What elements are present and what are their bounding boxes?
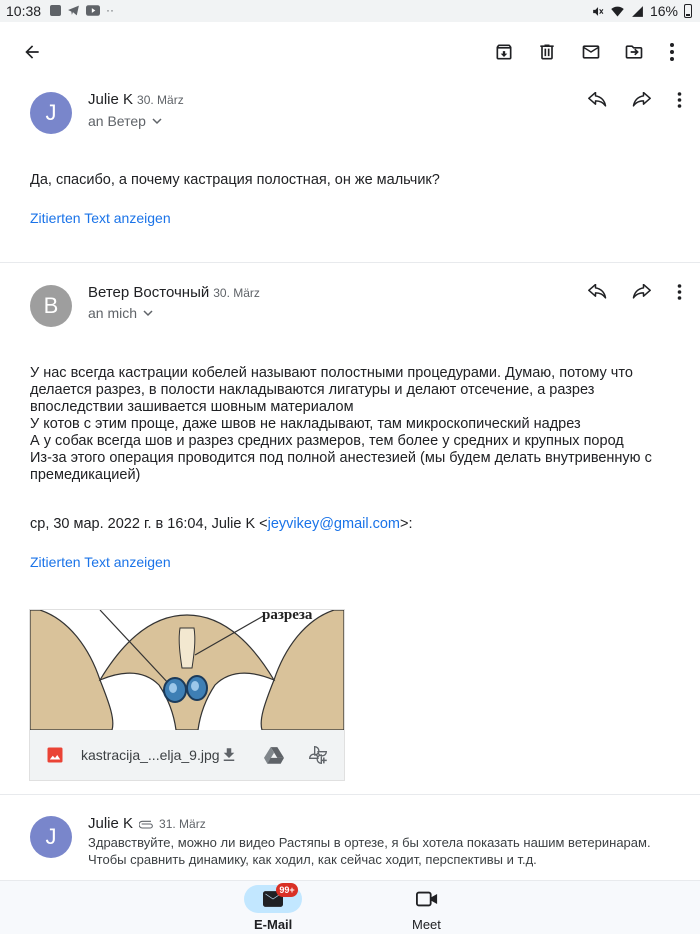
battery-text: 16% [649,3,678,19]
quote-header-suffix: >: [400,516,413,532]
attachment-preview-image [30,610,344,730]
video-camera-icon [416,891,438,907]
signal-icon [631,5,644,18]
sender-name: Julie K [88,91,134,108]
bottom-navigation [0,880,700,934]
body-line: У котов с этим проще, даже швов не накладывают, там микроскопический надрез [30,416,581,432]
attachment-card[interactable] [29,609,345,781]
message-date: 30. März [137,93,184,107]
message-date: 30. März [213,286,260,300]
status-time: 10:38 [6,3,42,19]
save-to-drive-button[interactable] [261,743,287,767]
notification-icon [50,5,61,16]
add-to-photos-button[interactable] [305,743,331,767]
nav-meet-label: Meet [412,917,441,932]
body-line: У нас всегда кастрации кобелей называют полостными процедурами. Думаю, потому что делается разрез, в полости накладываются лигатуры и делают отсечение, а разрез впоследствии зашивается шовным материалом [30,365,633,415]
more-vert-icon [677,92,682,108]
divider [0,794,700,795]
sender-row [88,284,260,301]
status-bar [0,0,700,22]
mark-unread-icon [580,42,602,62]
avatar[interactable] [30,285,72,327]
attachment-filename: kastracija_...elja_9.jpg [81,747,220,763]
quote-email-link[interactable]: jeyvikey@gmail.com [267,516,401,532]
top-toolbar [0,22,700,80]
reply-button[interactable] [585,280,611,304]
chevron-down-icon [152,118,162,125]
mark-unread-button[interactable] [576,36,606,68]
avatar-letter: B [43,293,59,318]
arrow-back-icon [22,42,42,62]
nav-meet[interactable] [390,881,466,934]
sender-row [88,91,184,108]
message-more-button[interactable] [672,88,686,112]
delete-icon [537,42,557,62]
body-line: Из-за этого операция проводится под полной анестезией (мы будем делать внутривенную с премедикацией) [30,450,652,483]
message-more-button[interactable] [672,280,686,304]
avatar[interactable] [30,92,72,134]
reply-button[interactable] [585,88,611,112]
recipient-toggle[interactable] [88,113,162,129]
message-body: Да, спасибо, а почему кастрация полостная, он же мальчик? [30,172,440,188]
battery-icon [684,4,692,18]
show-quoted-text-link[interactable]: Zitierten Text anzeigen [30,210,171,226]
message-body [30,365,660,484]
drive-icon [264,746,284,764]
photos-plus-icon [308,745,328,765]
nav-mail-label: E-Mail [254,917,293,932]
more-vert-icon [669,42,675,62]
more-notifications-icon: ·· [106,3,114,17]
unread-count-badge: 99+ [276,883,298,897]
chevron-down-icon [143,310,153,317]
avatar[interactable] [30,816,72,858]
move-to-button[interactable] [620,36,648,68]
quote-header [30,516,413,533]
avatar-letter: J [45,100,57,125]
forward-button[interactable] [628,280,654,304]
avatar-letter: J [45,824,57,849]
message-date: 31. März [159,816,206,831]
image-caption: разреза [262,610,313,623]
forward-icon [631,284,651,300]
mute-icon [591,5,604,18]
body-line: А у собак всегда шов и разрез средних размеров, тем более у средних и крупных пород [30,433,624,449]
delete-button[interactable] [533,36,561,68]
forward-icon [631,92,651,108]
sender-row [88,815,206,832]
more-vert-icon [677,284,682,300]
image-file-icon [46,746,64,764]
telegram-icon [67,4,80,17]
sender-name: Julie K [88,815,134,832]
archive-button[interactable] [490,36,518,68]
archive-icon [494,42,514,62]
back-button[interactable] [16,36,48,68]
nav-mail[interactable] [230,881,316,934]
recipient-toggle[interactable] [88,305,153,321]
divider [0,262,700,263]
show-quoted-text-link[interactable]: Zitierten Text anzeigen [30,554,171,570]
move-to-icon [624,42,644,62]
download-button[interactable] [216,743,242,767]
recipient-label: an mich [88,305,138,321]
attachment-clip-icon [139,819,155,829]
youtube-icon [86,5,100,16]
reply-icon [588,92,608,108]
sender-name: Ветер Восточный [88,284,210,301]
forward-button[interactable] [628,88,654,112]
reply-icon [588,284,608,300]
download-icon [220,746,238,764]
attachment-bar [30,730,344,780]
message-snippet: Здравствуйте, можно ли видео Растяпы в ортезе, я бы хотела показать нашим ветеринарам. Чтобы сравнить динамику, как ходил, как сейчас ходит, перспективы и т.д. [88,835,651,867]
wifi-icon [610,5,625,18]
more-options-button[interactable] [662,36,682,68]
recipient-label: an Ветер [88,113,146,129]
quote-header-prefix: ср, 30 мар. 2022 г. в 16:04, Julie K < [30,516,268,532]
